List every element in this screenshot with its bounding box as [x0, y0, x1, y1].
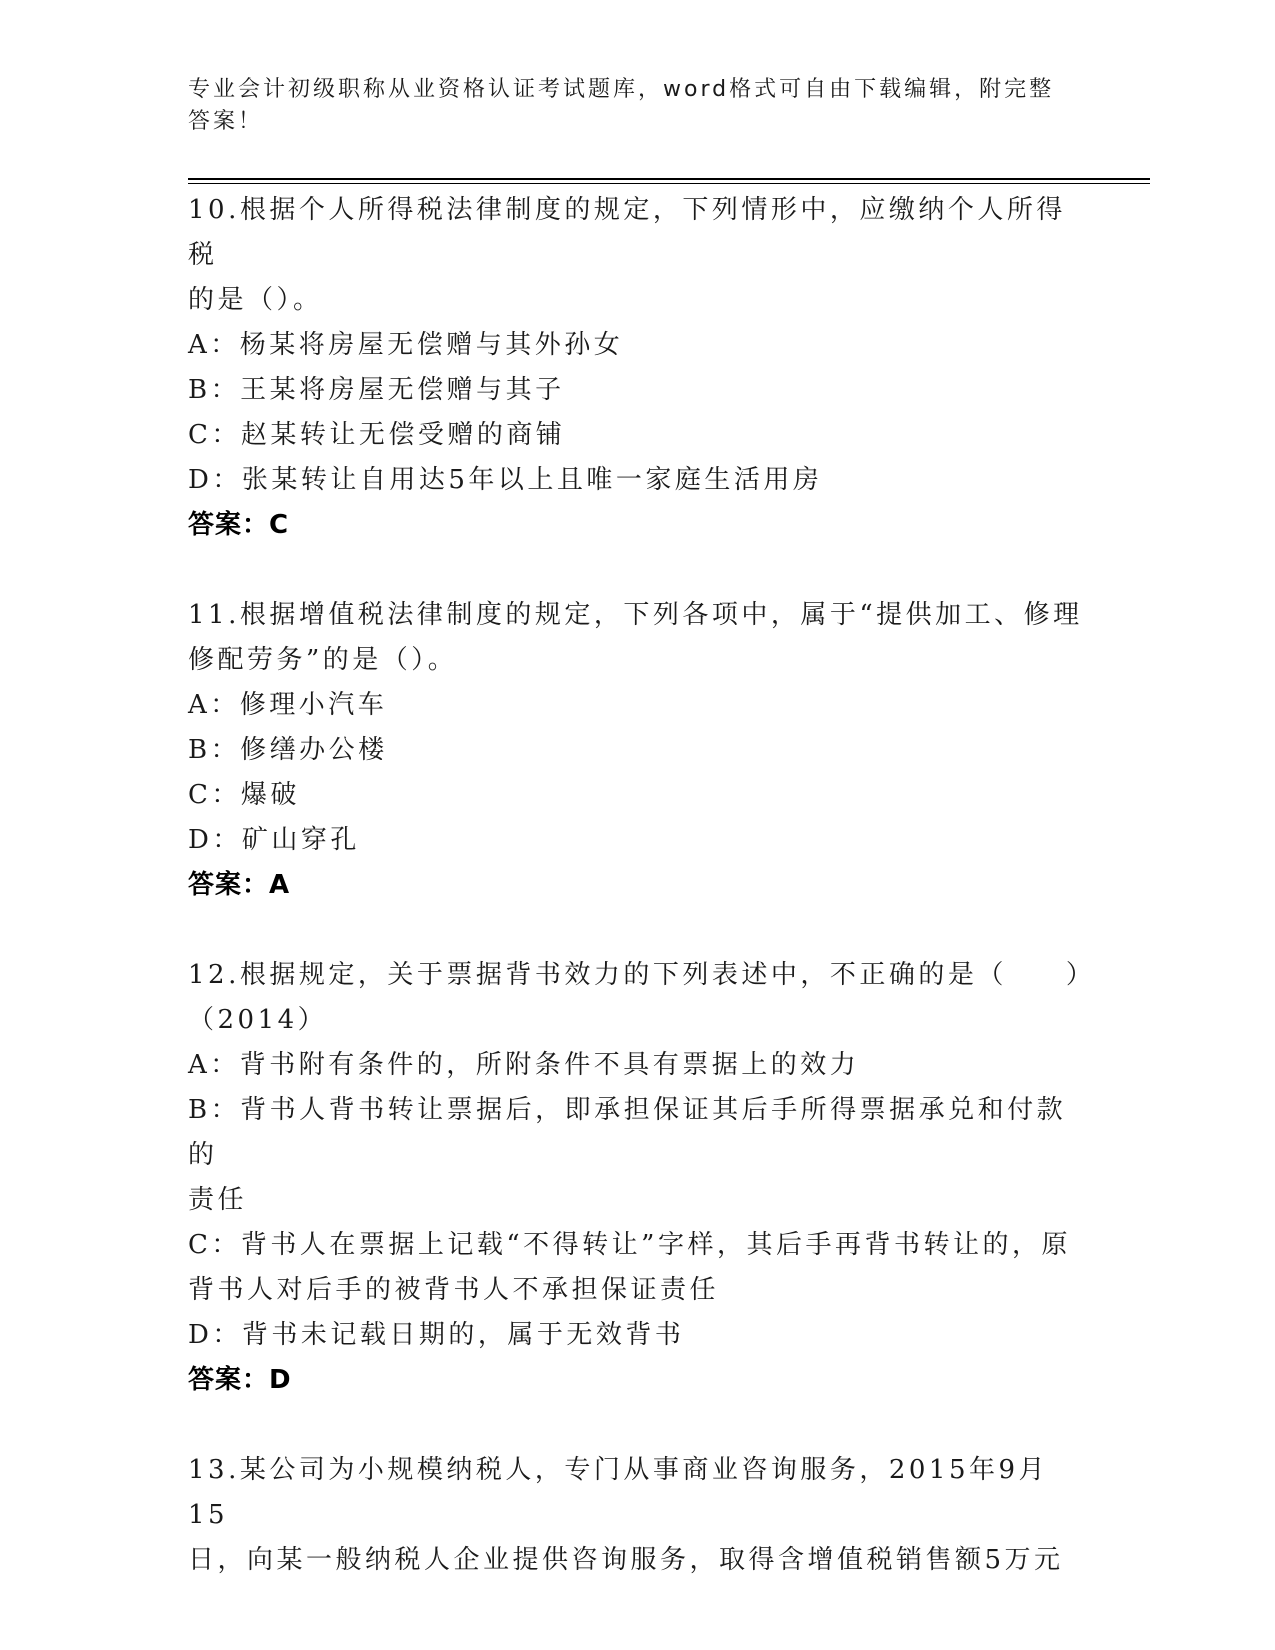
answer-line — [188, 1358, 1088, 1403]
option-a: A：修理小汽车 — [188, 690, 388, 720]
question-10 — [188, 188, 1088, 548]
question-stem-line: 13.某公司为小规模纳税人，专门从事商业咨询服务，2015年9月15 — [188, 1455, 1049, 1530]
question-spacer — [188, 548, 1088, 593]
option-d: D：张某转让自用达5年以上且唯一家庭生活用房 — [188, 465, 823, 495]
question-stem-line: 11.根据增值税法律制度的规定，下列各项中，属于“提供加工、修理 — [188, 600, 1083, 630]
question-stem-line: 修配劳务”的是（）。 — [188, 645, 458, 675]
question-stem-line: 日，向某一般纳税人企业提供咨询服务，取得含增值税销售额5万元 — [188, 1545, 1064, 1575]
option-d: D：矿山穿孔 — [188, 825, 360, 855]
answer-value: A — [269, 870, 291, 900]
question-spacer — [188, 1403, 1088, 1448]
header-rule-thick — [188, 178, 1150, 180]
option-b: B：背书人背书转让票据后，即承担保证其后手所得票据承兑和付款的 — [188, 1095, 1067, 1170]
answer-label: 答案： — [188, 510, 270, 540]
option-c: C：赵某转让无偿受赠的商铺 — [188, 420, 566, 450]
option-d: D：背书未记载日期的，属于无效背书 — [188, 1320, 685, 1350]
answer-label: 答案： — [188, 1365, 270, 1395]
question-stem-line: 的是（）。 — [188, 285, 323, 315]
answer-line — [188, 503, 1088, 548]
answer-value: D — [269, 1365, 292, 1395]
question-stem-line: 12.根据规定，关于票据背书效力的下列表述中，不正确的是（ ） — [188, 960, 1096, 990]
question-spacer — [188, 908, 1088, 953]
answer-label: 答案： — [188, 870, 270, 900]
answer-line — [188, 863, 1088, 908]
question-12 — [188, 953, 1096, 1403]
option-b: B：修缮办公楼 — [188, 735, 388, 765]
answer-value: C — [269, 510, 290, 540]
question-13 — [188, 1448, 1088, 1583]
option-b: B：王某将房屋无偿赠与其子 — [188, 375, 565, 405]
option-c: C：爆破 — [188, 780, 300, 810]
question-11 — [188, 593, 1088, 908]
option-c-continued: 背书人对后手的被背书人不承担保证责任 — [188, 1275, 720, 1305]
question-list — [188, 188, 1096, 1583]
header-text: 专业会计初级职称从业资格认证考试题库，word格式可自由下载编辑，附完整答案！ — [188, 77, 1055, 134]
option-a: A：背书附有条件的，所附条件不具有票据上的效力 — [188, 1050, 860, 1080]
option-c: C：背书人在票据上记载“不得转让”字样，其后手再背书转让的，原 — [188, 1230, 1071, 1260]
question-stem-line: 10.根据个人所得税法律制度的规定，下列情形中，应缴纳个人所得税 — [188, 195, 1066, 270]
option-a: A：杨某将房屋无偿赠与其外孙女 — [188, 330, 624, 360]
question-stem-line: （2014） — [188, 1005, 328, 1035]
header-rule-thin — [188, 183, 1150, 184]
option-b-continued: 责任 — [188, 1185, 248, 1215]
